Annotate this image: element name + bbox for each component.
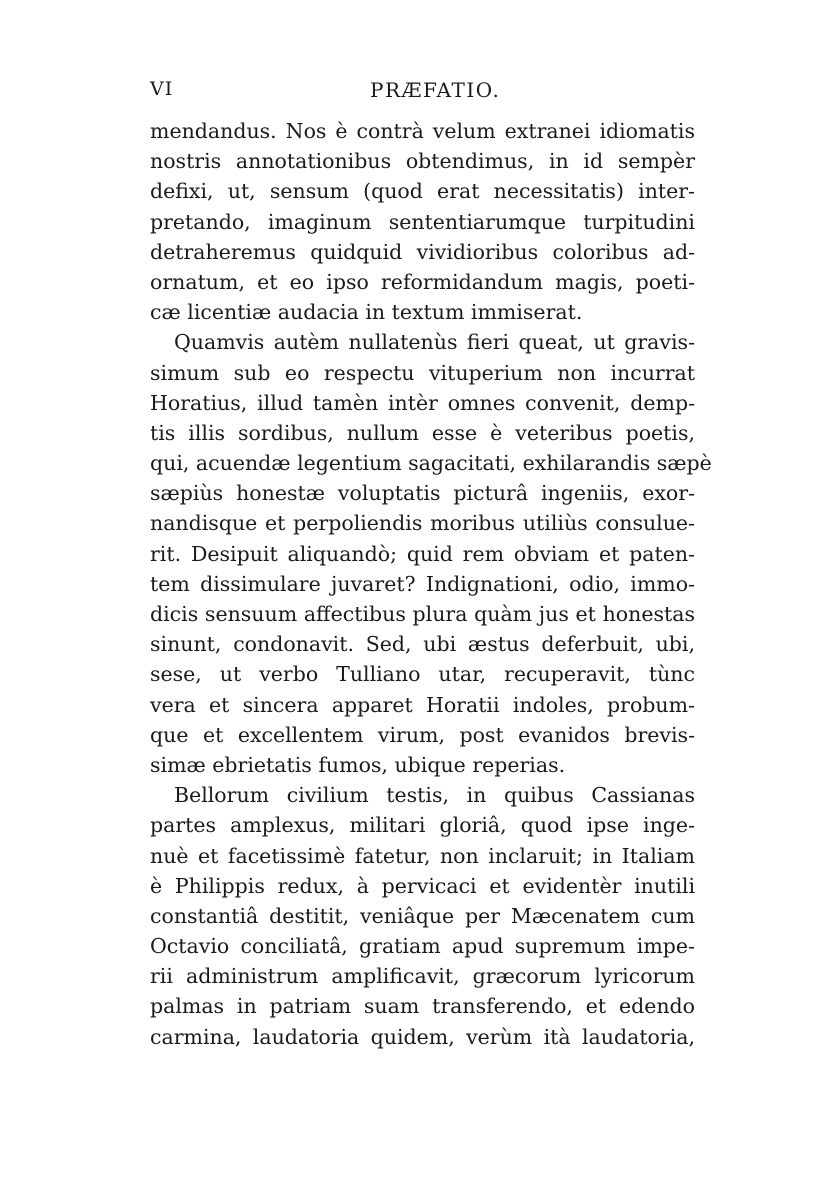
text-line: è Philippis redux, à pervicaci et evidentèr inutili xyxy=(150,873,695,898)
text-line: ornatum, et eo ipso reformidandum magis, poeti- xyxy=(150,269,695,294)
body-text xyxy=(150,116,712,1052)
text-line: qui, acuendæ legentium sagacitati, exhilarandis sæpè xyxy=(150,451,712,476)
page-header xyxy=(150,78,695,108)
text-line: dicis sensuum affectibus plura quàm jus et honestas xyxy=(150,602,695,626)
text-line: rii administrum amplificavit, græcorum lyricorum xyxy=(150,964,695,989)
text-line: partes amplexus, militari gloriâ, quod ipse inge- xyxy=(150,813,695,838)
text-line: Quamvis autèm nullatenùs fieri queat, ut gravis- xyxy=(174,330,695,355)
text-line: sese, ut verbo Tulliano utar, recuperavit, tùnc xyxy=(150,662,695,687)
text-line: tis illis sordibus, nullum esse è veteribus poetis, xyxy=(150,420,695,445)
text-line: que et excellentem virum, post evanidos brevis- xyxy=(150,722,695,747)
running-title: PRÆFATIO. xyxy=(370,78,501,102)
text-line: Octavio conciliatâ, gratiam apud supremum impe- xyxy=(150,934,695,959)
text-line: palmas in patriam suam transferendo, et edendo xyxy=(150,994,695,1019)
text-line: nandisque et perpoliendis moribus utiliùs consulue- xyxy=(150,511,695,536)
text-line: rit. Desipuit aliquandò; quid rem obviam et paten- xyxy=(150,541,695,566)
paragraph-3 xyxy=(150,780,695,1052)
text-line: defixi, ut, sensum (quod erat necessitatis) inter- xyxy=(150,179,695,204)
text-line: pretando, imaginum sententiarumque turpitudini xyxy=(150,209,695,234)
text-line: sæpiùs honestæ voluptatis picturâ ingeniis, exor- xyxy=(150,481,695,506)
text-line: Bellorum civilium testis, in quibus Cassianas xyxy=(174,783,695,808)
text-line: nuè et facetissimè fatetur, non inclaruit; in Italiam xyxy=(150,843,695,868)
text-line: detraheremus quidquid vividioribus coloribus ad- xyxy=(150,239,695,264)
text-line: Horatius, illud tamèn intèr omnes convenit, demp- xyxy=(150,390,695,415)
text-line: nostris annotationibus obtendimus, in id sempèr xyxy=(150,149,695,174)
paragraph-1 xyxy=(150,116,695,327)
text-line: carmina, laudatoria quidem, verùm ità laudatoria, xyxy=(150,1024,695,1049)
text-line: vera et sincera apparet Horatii indoles, probum- xyxy=(150,692,695,717)
text-line: simæ ebrietatis fumos, ubique reperias. xyxy=(150,752,566,777)
page-number: VI xyxy=(150,78,174,100)
text-line: constantiâ destitit, veniâque per Mæcenatem cum xyxy=(150,903,695,928)
paragraph-2 xyxy=(150,327,712,780)
text-line: cæ licentiæ audacia in textum immiserat. xyxy=(150,300,583,325)
text-line: simum sub eo respectu vituperium non incurrat xyxy=(150,360,695,385)
text-line: mendandus. Nos è contrà velum extranei idiomatis xyxy=(150,119,695,143)
text-line: sinunt, condonavit. Sed, ubi æstus deferbuit, ubi, xyxy=(150,632,695,657)
text-line: tem dissimulare juvaret? Indignationi, odio, immo- xyxy=(150,571,695,596)
